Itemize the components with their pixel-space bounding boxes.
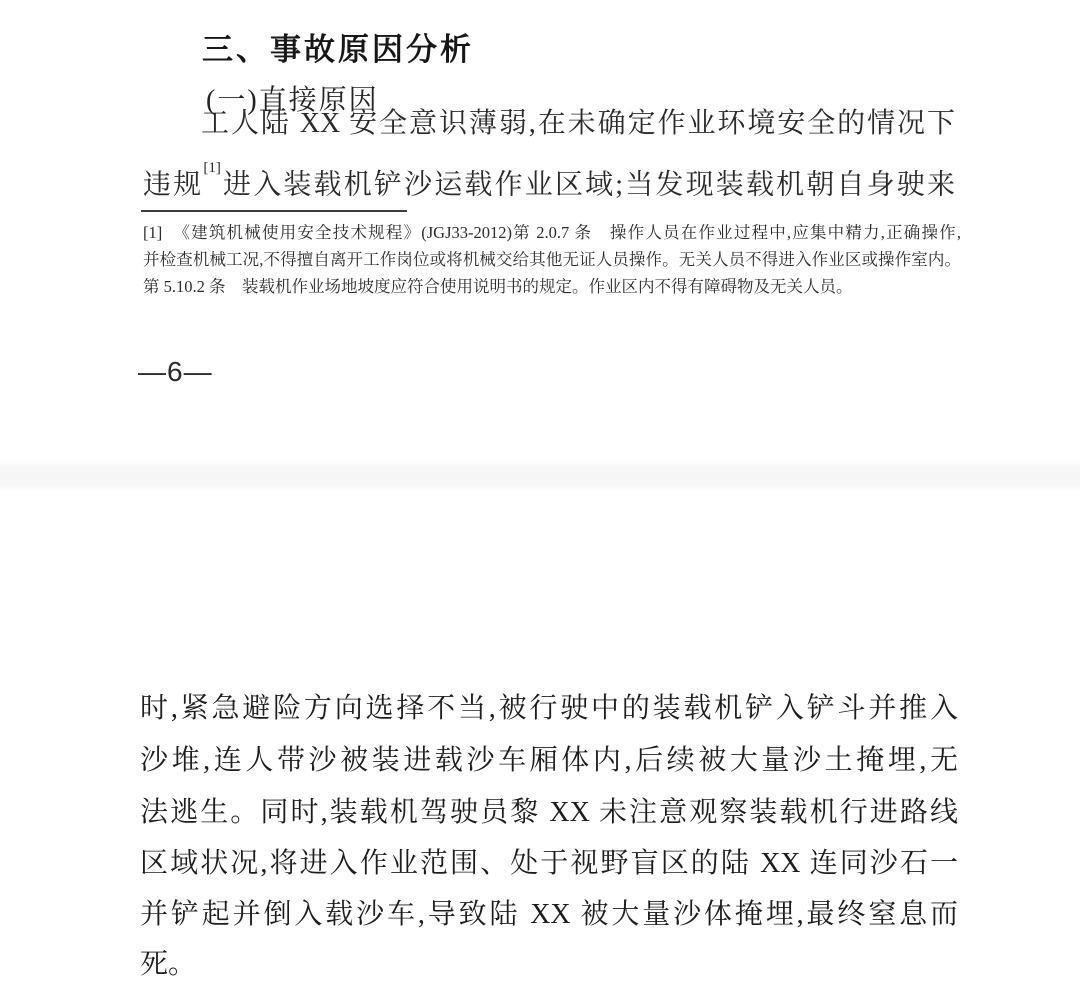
footnote-line <box>143 248 961 272</box>
footnote-text: 并检查机械工况,不得擅自离开工作岗位或将机械交给其他无证人员操作。无关人员不得进入作业区或操作室内。 <box>143 250 961 269</box>
paragraph-text: 并铲起并倒入载沙车,导致陆 XX 被大量沙体掩埋,最终窒息而 <box>140 899 958 930</box>
paragraph-text: 违规 <box>143 169 204 201</box>
footnote-divider <box>141 210 407 212</box>
paragraph-text: 沙堆,连人带沙被装进载沙车厢体内,后续被大量沙土掩埋,无 <box>140 745 958 776</box>
paragraph-line <box>140 738 958 784</box>
paragraph-line <box>143 156 955 208</box>
footnote-text: 《建筑机械使用安全技术规程》(JGJ33-2012)第 2.0.7 条 操作人员在作业过程中,应集中精力,正确操作, <box>172 223 961 242</box>
subsection-heading: (一)直接原因 <box>206 85 379 116</box>
paragraph-text: 工人陆 XX 安全意识薄弱,在未确定作业环境安全的情况下 <box>201 108 955 139</box>
paragraph-line <box>140 686 958 732</box>
paragraph-text: 时,紧急避险方向选择不当,被行驶中的装载机铲入铲斗并推入 <box>140 693 958 724</box>
paragraph-line <box>140 841 958 887</box>
paragraph-text: 区域状况,将进入作业范围、处于视野盲区的陆 XX 连同沙石一 <box>140 848 958 879</box>
paragraph-line <box>140 942 958 988</box>
footnote-marker: [1] <box>143 223 163 242</box>
paragraph-line <box>140 790 958 836</box>
paragraph-text: 法逃生。同时,装载机驾驶员黎 XX 未注意观察装载机行进路线 <box>140 797 958 828</box>
page-gap-band <box>0 460 1080 492</box>
paragraph-text: 进入装载机铲沙运载作业区域;当发现装载机朝自身驶来 <box>220 169 955 201</box>
footnote-text: 第 5.10.2 条 装载机作业场地坡度应符合使用说明书的规定。作业区内不得有障碍物及无关人员。 <box>143 277 853 296</box>
footnote-line <box>143 221 961 245</box>
section-heading: 三、事故原因分析 <box>202 31 474 67</box>
paragraph-text: 死。 <box>140 949 197 980</box>
page-number: —6— <box>138 356 213 387</box>
footnote-reference: [1] <box>203 160 221 176</box>
footnote-line <box>143 275 961 299</box>
paragraph-line <box>143 101 955 147</box>
paragraph-line <box>140 892 958 938</box>
